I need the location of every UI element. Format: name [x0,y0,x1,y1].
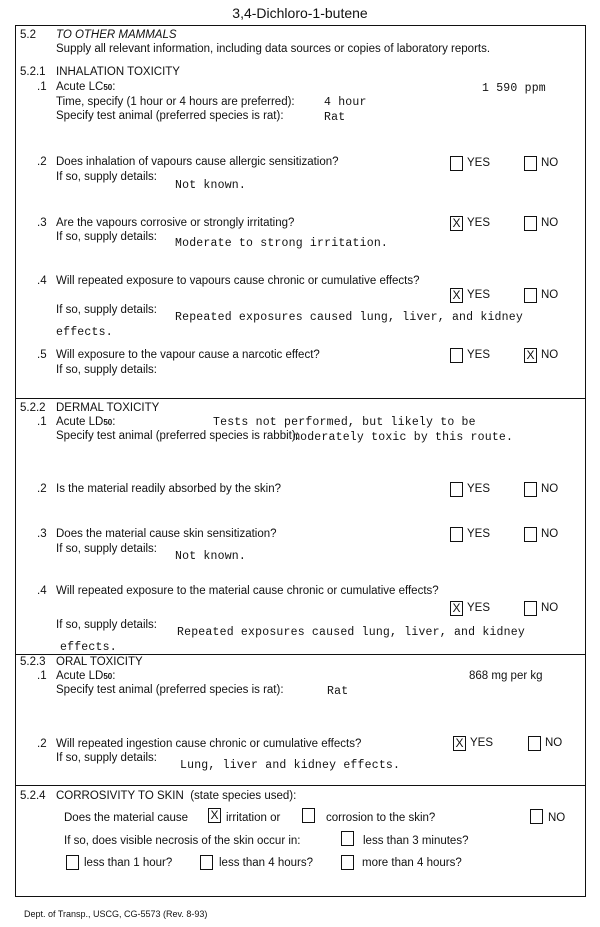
animal-value: Rat [327,685,349,698]
item-number: .1 [37,416,47,428]
question-text: Will exposure to the vapour cause a narcotic effect? [56,349,320,361]
no-label: NO [541,483,559,495]
yes-label: YES [467,602,491,614]
section-title: TO OTHER MAMMALS [56,29,177,41]
acute-ld-label: Acute LD50: [56,416,116,428]
no-checkbox-checked[interactable]: X [524,348,537,363]
no-checkbox[interactable] [524,601,537,616]
yes-checkbox-checked[interactable]: X [450,216,463,231]
details-value: Repeated exposures caused lung, liver, and kidney [175,311,523,324]
details-value: Repeated exposures caused lung, liver, and kidney [177,626,525,639]
irritation-label: irritation or [226,812,281,824]
less-than-3-minutes-label: less than 3 minutes? [363,835,469,847]
time-value: 4 hour [324,96,367,109]
acute-ld-value: Tests not performed, but likely to be [213,416,476,429]
less-than-1-hour-checkbox[interactable] [66,855,79,870]
no-checkbox[interactable] [524,216,537,231]
details-label: If so, supply details: [56,619,157,631]
acute-ld-label: Acute LD50: [56,670,116,682]
no-checkbox[interactable] [524,527,537,542]
no-checkbox[interactable] [524,288,537,303]
subsection-number: 5.2.1 [20,66,46,78]
details-label: If so, supply details: [56,543,157,555]
question-text: Will repeated ingestion cause chronic or cumulative effects? [56,738,362,750]
details-value-cont: effects. [60,641,117,654]
yes-label: YES [467,217,491,229]
yes-checkbox-checked[interactable]: X [453,736,466,751]
no-checkbox[interactable] [524,482,537,497]
details-label: If so, supply details: [56,752,157,764]
more-than-4-hours-checkbox[interactable] [341,855,354,870]
less-than-4-hours-label: less than 4 hours? [219,857,313,869]
yes-label: YES [470,737,494,749]
details-value: Moderate to strong irritation. [175,237,389,250]
details-label: If so, supply details: [56,231,157,243]
no-label: NO [541,217,559,229]
corrosion-checkbox[interactable] [302,808,315,823]
item-number: .2 [37,483,47,495]
animal-value: Rat [324,111,346,124]
acute-lc-value: 1 590 ppm [482,82,546,95]
details-value: Not known. [175,179,247,192]
question-text: Does the material cause [64,812,189,824]
subsection-title: INHALATION TOXICITY [56,66,180,78]
question-text: Does the material cause skin sensitization? [56,528,277,540]
question-text: Is the material readily absorbed by the skin? [56,483,282,495]
no-checkbox[interactable] [528,736,541,751]
section-description: Supply all relevant information, including data sources or copies of laboratory reports. [56,43,491,55]
item-number: .3 [37,528,47,540]
more-than-4-hours-label: more than 4 hours? [362,857,462,869]
subsection-title: CORROSIVITY TO SKIN (state species used): [56,790,297,802]
details-value: Lung, liver and kidney effects. [180,759,401,772]
item-number: .2 [37,156,47,168]
yes-checkbox[interactable] [450,527,463,542]
subsection-number: 5.2.2 [20,402,46,414]
yes-checkbox[interactable] [450,482,463,497]
item-number: .4 [37,585,47,597]
no-label: NO [541,289,559,301]
details-label: If so, supply details: [56,171,157,183]
less-than-3-minutes-checkbox[interactable] [341,831,354,846]
item-number: .4 [37,275,47,287]
yes-label: YES [467,528,491,540]
item-number: .1 [37,670,47,682]
question-text: Does inhalation of vapours cause allergic sensitization? [56,156,339,168]
subsection-title: ORAL TOXICITY [56,656,143,668]
no-checkbox[interactable] [530,809,543,824]
yes-checkbox[interactable] [450,156,463,171]
no-label: NO [545,737,563,749]
acute-ld-value: 868 mg per kg [469,670,543,682]
details-value-cont: effects. [56,326,113,339]
no-label: NO [541,157,559,169]
no-label: NO [548,812,566,824]
yes-label: YES [467,289,491,301]
animal-value: moderately toxic by this route. [293,431,514,444]
details-label: If so, supply details: [56,304,157,316]
yes-label: YES [467,157,491,169]
item-number: .5 [37,349,47,361]
animal-label: Specify test animal (preferred species is rabbit): [56,430,299,442]
item-number: .1 [37,81,47,93]
item-number: .3 [37,217,47,229]
question-text: Are the vapours corrosive or strongly irritating? [56,217,295,229]
yes-checkbox-checked[interactable]: X [450,601,463,616]
subsection-number: 5.2.4 [20,790,46,802]
page-title: 3,4-Dichloro-1-butene [232,5,368,21]
yes-checkbox[interactable] [450,348,463,363]
no-label: NO [541,602,559,614]
time-label: Time, specify (1 hour or 4 hours are preferred): [56,96,295,108]
yes-label: YES [467,349,491,361]
yes-label: YES [467,483,491,495]
item-number: .2 [37,738,47,750]
no-label: NO [541,528,559,540]
less-than-4-hours-checkbox[interactable] [200,855,213,870]
subsection-title: DERMAL TOXICITY [56,402,160,414]
irritation-checkbox-checked[interactable]: X [208,808,221,823]
yes-checkbox-checked[interactable]: X [450,288,463,303]
question-text: If so, does visible necrosis of the skin occur in: [64,835,301,847]
no-checkbox[interactable] [524,156,537,171]
form-footer: Dept. of Transp., USCG, CG-5573 (Rev. 8-93) [24,909,208,919]
animal-label: Specify test animal (preferred species is rat): [56,684,284,696]
less-than-1-hour-label: less than 1 hour? [84,857,173,869]
question-text: Will repeated exposure to the material cause chronic or cumulative effects? [56,585,439,597]
section-number: 5.2 [20,29,36,41]
details-label: If so, supply details: [56,364,157,376]
animal-label: Specify test animal (preferred species is rat): [56,110,284,122]
acute-lc-label: Acute LC50: [56,81,116,93]
no-label: NO [541,349,559,361]
details-value: Not known. [175,550,247,563]
question-text: Will repeated exposure to vapours cause chronic or cumulative effects? [56,275,420,287]
corrosion-label: corrosion to the skin? [326,812,436,824]
subsection-number: 5.2.3 [20,656,46,668]
